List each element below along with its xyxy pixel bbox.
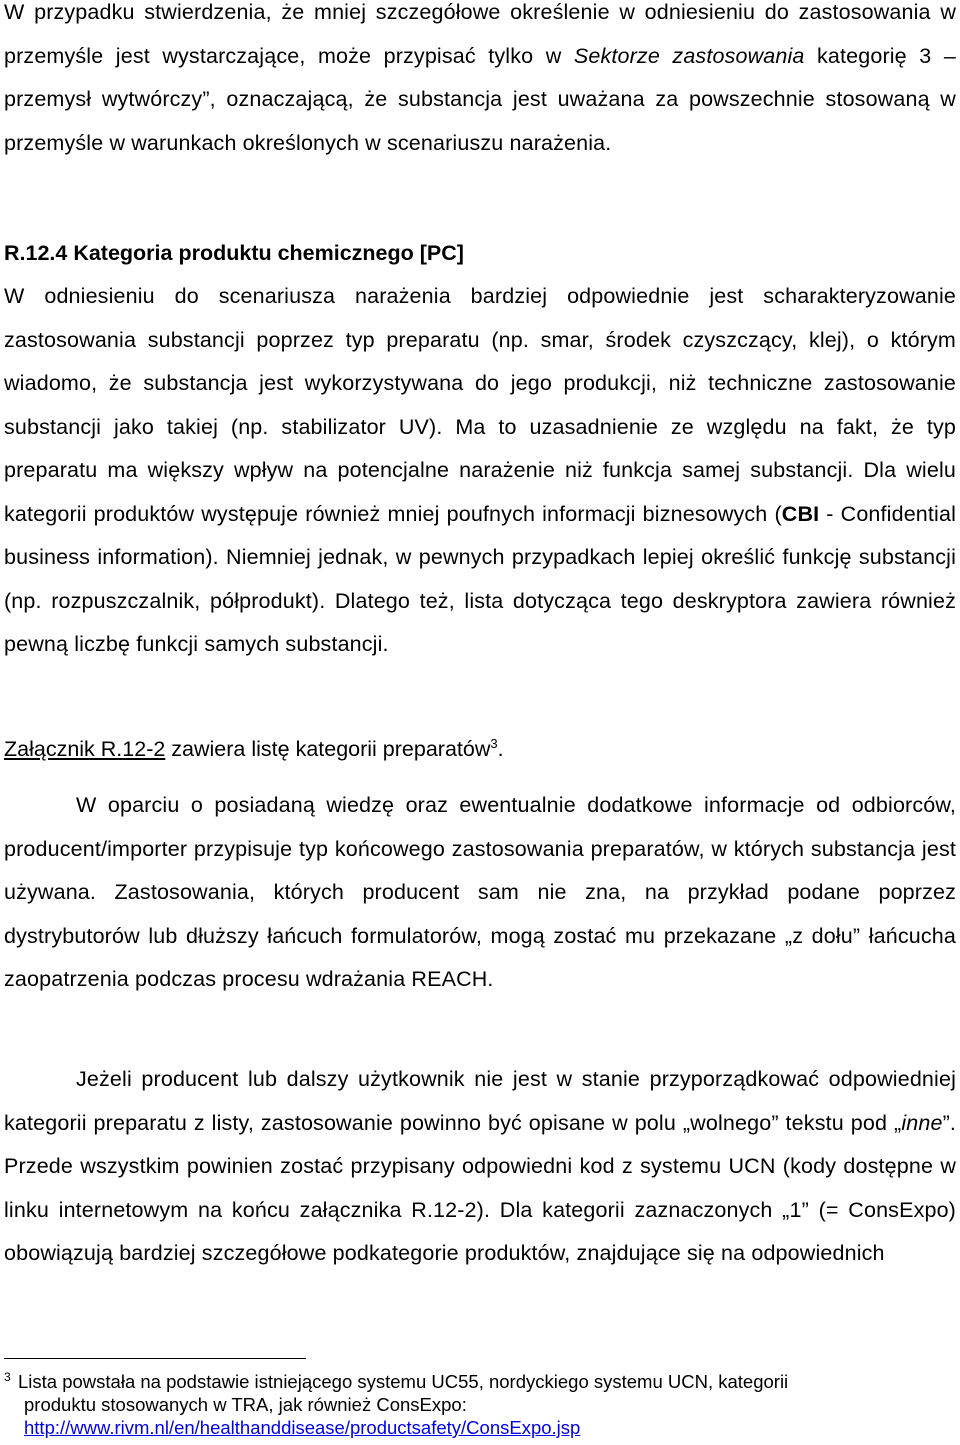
para2-bold: CBI bbox=[781, 501, 820, 526]
para4-text: Jeżeli producent lub dalszy użytkownik nie jest w stanie przyporządkować odpowiedniej kategorii preparatu z listy, zastosowanie powinno być opisane w polu „wolnego” tekstu pod „ bbox=[4, 1067, 956, 1135]
para1-text-end: kategorię 3 – przemysł wytwórczy”, oznaczającą, że substancja jest uważana za powszechnie stosowaną w przemyśle w warunkach określonych w scenariuszu narażenia. bbox=[4, 43, 956, 155]
para4-text-end: ”. Przede wszystkim powinien zostać przypisany odpowiedni kod z systemu UCN (kody dostępne w linku internetowym na końcu załącznika R.12-2). Dla kategorii zaznaczonych „1” (= ConsExpo) obowiązują bardziej szczegółowe podkategorie produktów, znajdujące się na odpowiednich bbox=[4, 1110, 956, 1265]
para4-italic: inne bbox=[901, 1110, 943, 1135]
footnote-url-link[interactable]: http://www.rivm.nl/en/healthanddisease/productsafety/ConsExpo.jsp bbox=[24, 1417, 581, 1438]
paragraph-sector-of-use bbox=[4, 0, 956, 165]
footnote-separator bbox=[4, 1358, 306, 1359]
annex-text: zawiera listę kategorii preparatów bbox=[165, 737, 491, 761]
annex-link[interactable]: Załącznik R.12-2 bbox=[4, 737, 166, 761]
paragraph-free-text bbox=[4, 1058, 956, 1276]
para2-text: W odniesieniu do scenariusza narażenia bardziej odpowiednie jest scharakteryzowanie zastosowania substancji poprzez typ preparatu (np. smar, środek czyszczący, klej), o którym wiadomo, że substancja jest wykorzystywana do jego produkcji, niż techniczne zastosowanie substancji jako takiej (np. stabilizator UV). Ma to uzasadnienie ze względu na fakt, że typ preparatu ma większy wpływ na potencjalne narażenie niż funkcja samej substancji. Dla wielu kategorii produktów występuje również mniej poufnych informacji biznesowych ( bbox=[4, 284, 956, 526]
footnote-line-1: Lista powstała na podstawie istniejącego systemu UC55, nordyckiego systemu UCN, kategorii bbox=[18, 1371, 789, 1392]
footnote-ref[interactable]: 3 bbox=[490, 736, 498, 751]
para1-italic: Sektorze zastosowania bbox=[573, 43, 805, 68]
footnote-line-2: produktu stosowanych w TRA, jak również ConsExpo: bbox=[24, 1394, 467, 1415]
paragraph-product-category bbox=[4, 275, 956, 667]
para2-text-end: - Confidential business information). Niemniej jednak, w pewnych przypadkach lepiej określić funkcję substancji (np. rozpuszczalnik, półprodukt). Dlatego też, lista dotycząca tego deskryptora zawiera również pewną liczbę funkcji samych substancji. bbox=[4, 501, 957, 656]
paragraph-use-assignment: W oparciu o posiadaną wiedzę oraz ewentualnie dodatkowe informacje od odbiorców, producent/importer przypisuje typ końcowego zastosowania preparatów, w których substancja jest używana. Zastosowania, których producent sam nie zna, na przykład podane poprzez dystrybutorów lub dłuższy łańcuch formulatorów, mogą zostać mu przekazane „z dołu” łańcucha zaopatrzenia podczas procesu wdrażania REACH. bbox=[4, 793, 956, 991]
annex-reference bbox=[4, 728, 504, 772]
para1-text: W przypadku stwierdzenia, że mniej szczegółowe określenie w odniesieniu do zastosowania w przemyśle jest wystarczające, może przypisać tylko w bbox=[4, 0, 956, 68]
section-heading: R.12.4 Kategoria produktu chemicznego [PC] bbox=[4, 241, 464, 265]
footnote-number: 3 bbox=[4, 1370, 11, 1384]
footnote bbox=[4, 1370, 904, 1439]
annex-text-end: . bbox=[497, 737, 504, 761]
